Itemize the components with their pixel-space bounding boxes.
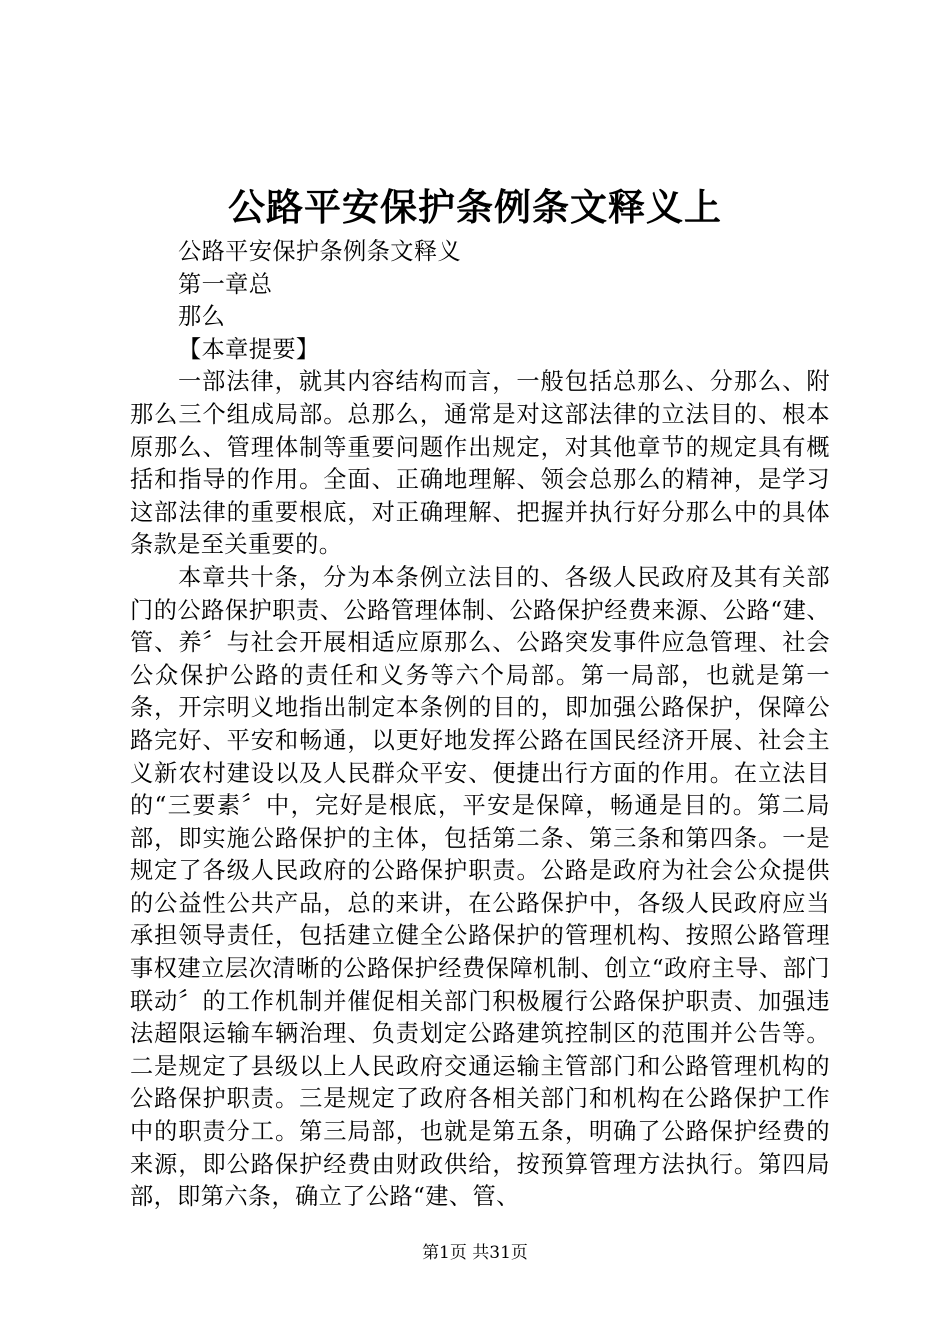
paragraph-intro: 一部法律，就其内容结构而言，一般包括总那么、分那么、附那么三个组成局部。总那么，通常是对这部法律的立法目的、根本原那么、管理体制等重要问题作出规定，对其他章节的规定具有概括和指导的作用。全面、正确地理解、领会总那么的精神，是学习这部法律的重要根底，对正确理解、把握并执行好分那么中的具体条款是至关重要的。	[130, 368, 830, 559]
chapter-summary-heading: 【本章提要】	[178, 335, 320, 363]
paragraph-chapter-overview: 本章共十条，分为本条例立法目的、各级人民政府及其有关部门的公路保护职责、公路管理体制、公路保护经费来源、公路“建、管、养〞与社会开展相适应原那么、公路突发事件应急管理、社会公众保护公路的责任和义务等六个局部。第一局部，也就是第一条，开宗明义地指出制定本条例的目的，即加强公路保护，保障公路完好、平安和畅通，以更好地发挥公路在国民经济开展、社会主义新农村建设以及人民群众平安、便捷出行方面的作用。在立法目的“三要素〞中，完好是根底，平安是保障，畅通是目的。第二局部，即实施公路保护的主体，包括第二条、第三条和第四条。一是规定了各级人民政府的公路保护职责。公路是政府为社会公众提供的公益性公共产品，总的来讲，在公路保护中，各级人民政府应当承担领导责任，包括建立健全公路保护的管理机构、按照公路管理事权建立层次清晰的公路保护经费保障机制、创立“政府主导、部门联动〞的工作机制并催促相关部门积极履行公路保护职责、加强违法超限运输车辆治理、负责划定公路建筑控制区的范围并公告等。二是规定了县级以上人民政府交通运输主管部门和公路管理机构的公路保护职责。三是规定了政府各相关部门和机构在公路保护工作中的职责分工。第三局部，也就是第五条，明确了公路保护经费的来源，即公路保护经费由财政供给，按预算管理方法执行。第四局部，即第六条，确立了公路“建、管、	[130, 563, 830, 1211]
chapter-heading-line: 第一章总	[178, 270, 273, 298]
document-body	[130, 236, 830, 1214]
document-title: 公路平安保护条例条文释义上	[228, 185, 722, 229]
chapter-heading-line-continued: 那么	[178, 303, 226, 331]
subtitle-line: 公路平安保护条例条文释义	[178, 238, 462, 265]
page-number-footer: 第1页 共31页	[422, 1243, 528, 1263]
